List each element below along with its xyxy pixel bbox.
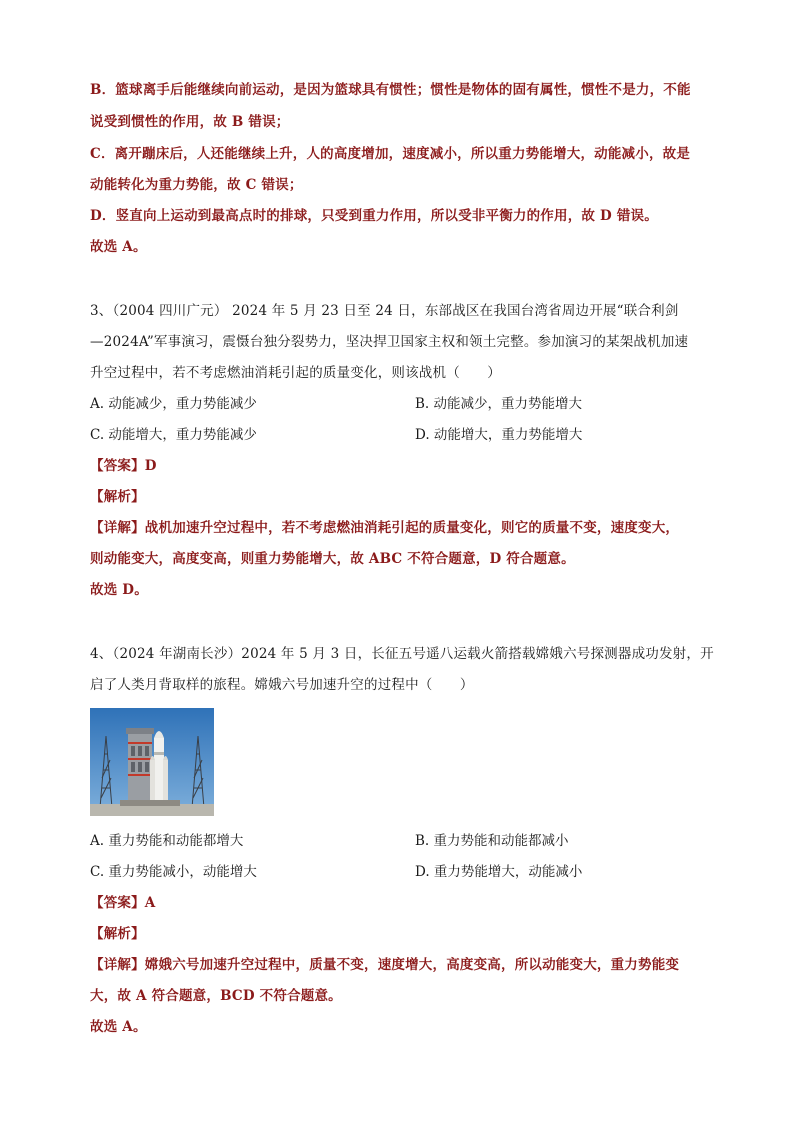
q4-analysis-label: 【解析】 [90,926,145,942]
q4-option-c: C. 重力势能减小，动能增大 [90,864,257,880]
solution-option-d-line1: D．竖直向上运动到最高点时的排球，只受到重力作用，所以受非平衡力的作用，故 D 错误。 [90,208,658,224]
q3-stem-line1: 3、（2004 四川广元） 2024 年 5 月 23 日至 24 日，东部战区在我国台湾省周边开展“联合利剑 [90,303,679,319]
q4-stem-line1: 4、（2024 年湖南长沙）2024 年 5 月 3 日，长征五号遥八运载火箭搭载嫦娥六号探测器成功发射，开 [90,646,714,662]
q3-analysis-label: 【解析】 [90,489,145,505]
q3-option-c: C. 动能增大，重力势能减少 [90,427,257,443]
q3-option-d: D. 动能增大，重力势能增大 [415,427,583,443]
q4-answer: 【答案】A [90,895,156,911]
solution-conclusion: 故选 A。 [90,239,147,255]
q4-detail-line2: 大，故 A 符合题意，BCD 不符合题意。 [90,988,342,1004]
q4-conclusion: 故选 A。 [90,1019,147,1035]
q4-stem-line2: 启了人类月背取样的旅程。嫦娥六号加速升空的过程中（ ） [90,677,474,693]
rocket-launch-photo [90,708,214,816]
q4-option-a: A. 重力势能和动能都增大 [90,833,244,849]
solution-option-b-line1: B．篮球离手后能继续向前运动，是因为篮球具有惯性；惯性是物体的固有属性，惯性不是力，不能 [90,82,691,98]
q4-option-d: D. 重力势能增大，动能减小 [415,864,583,880]
q4-detail-line1: 【详解】嫦娥六号加速升空过程中，质量不变，速度增大，高度变高，所以动能变大，重力势能变 [90,957,680,973]
q3-detail-line1: 【详解】战机加速升空过程中，若不考虑燃油消耗引起的质量变化，则它的质量不变，速度变大， [90,520,680,536]
q3-stem-line2: —2024A”军事演习，震慑台独分裂势力，坚决捍卫国家主权和领土完整。参加演习的某架战机加速 [90,334,689,350]
q3-conclusion: 故选 D。 [90,582,148,598]
solution-option-c-line1: C．离开蹦床后，人还能继续上升，人的高度增加，速度减小，所以重力势能增大，动能减小，故是 [90,146,691,162]
solution-option-b-line2: 说受到惯性的作用，故 B 错误； [90,114,290,130]
q3-detail-line2: 则动能变大，高度变高，则重力势能增大，故 ABC 不符合题意，D 符合题意。 [90,551,575,567]
q4-option-b: B. 重力势能和动能都减小 [415,833,569,849]
solution-option-c-line2: 动能转化为重力势能，故 C 错误； [90,177,303,193]
q3-option-a: A. 动能减少，重力势能减少 [90,396,257,412]
q3-answer: 【答案】D [90,458,157,474]
q3-stem-line3: 升空过程中，若不考虑燃油消耗引起的质量变化，则该战机（ ） [90,365,501,381]
q3-option-b: B. 动能减少，重力势能增大 [415,396,583,412]
